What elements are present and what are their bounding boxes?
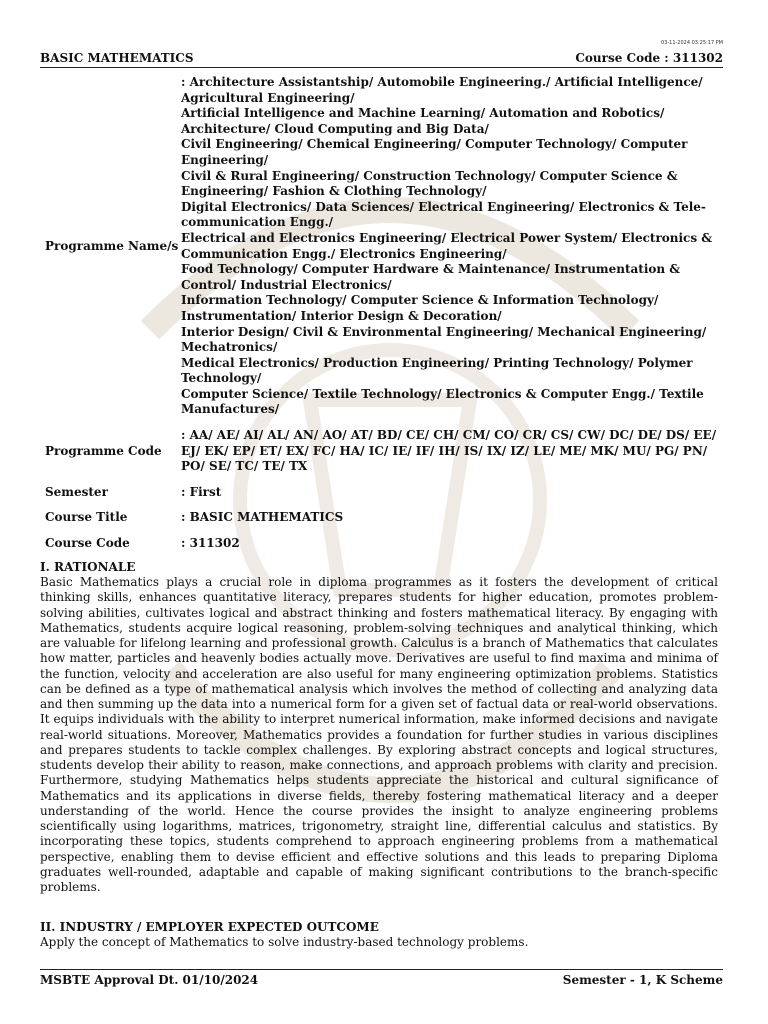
programme-name-line: Food Technology/ Computer Hardware & Maintenance/ Instrumentation & Control/ Industrial Electronics/ <box>181 262 681 292</box>
course-code-label: Course Code <box>45 536 130 551</box>
rationale-heading: I. RATIONALE <box>40 560 136 574</box>
programme-name-list <box>181 72 730 425</box>
programme-name-line: : Architecture Assistantship/ Automobile Engineering./ Artificial Intelligence/ Agricultural Engineering/ <box>181 75 703 105</box>
print-timestamp: 03-11-2024 03:25:17 PM <box>660 40 723 46</box>
industry-outcome-paragraph: Apply the concept of Mathematics to solve industry-based technology problems. <box>40 935 529 949</box>
course-code-value: : 311302 <box>181 536 240 551</box>
footer-scheme: Semester - 1, K Scheme <box>562 973 723 987</box>
course-info-table <box>40 72 730 559</box>
programme-name-line: Civil Engineering/ Chemical Engineering/ Computer Technology/ Computer Engineering/ <box>181 137 688 167</box>
course-code-row <box>40 533 730 559</box>
programme-name-line: Computer Science/ Textile Technology/ Electronics & Computer Engg./ Textile Manufactures/ <box>181 386 704 417</box>
page-header <box>40 50 723 68</box>
footer-approval-date: MSBTE Approval Dt. 01/10/2024 <box>40 973 259 987</box>
header-course-title: BASIC MATHEMATICS <box>40 51 194 65</box>
programme-code-label: Programme Code <box>45 443 162 458</box>
course-title-label: Course Title <box>45 510 128 525</box>
rationale-section <box>40 560 718 895</box>
programme-code-value: : AA/ AE/ AI/ AL/ AN/ AO/ AT/ BD/ CE/ CH/ CM/ CO/ CR/ CS/ CW/ DC/ DE/ DS/ EE/ EJ/ EK/ EP/ ET/ EX/ FC/ HA/ IC/ IE/ IF/ IH/ IS/ IX/ IZ/ LE/ ME/ MK/ MU/ PG/ PN/ PO/ SE/ TC/ TE/ TX <box>181 428 717 474</box>
programme-name-line: Medical Electronics/ Production Engineering/ Printing Technology/ Polymer Technology/ <box>181 355 693 386</box>
programme-name-line: Information Technology/ Computer Science & Information Technology/ Instrumentation/ Interior Design & Decoration/ <box>181 293 659 323</box>
programme-name-line: Electrical and Electronics Engineering/ Electrical Power System/ Electronics & Communication Engg./ Electronics Engineering/ <box>181 230 713 261</box>
programme-name-label: Programme Name/s <box>45 238 179 253</box>
course-title-value: : BASIC MATHEMATICS <box>181 510 344 525</box>
programme-name-line: Artificial Intelligence and Machine Learning/ Automation and Robotics/ Architecture/ Cloud Computing and Big Data/ <box>181 106 665 136</box>
rationale-paragraph: Basic Mathematics plays a crucial role in diploma programmes as it fosters the development of critical thinking skills, enhances quantitative literacy, prepares students for higher education, promotes problem-solving abilities, cultivates logical and abstract thinking and fosters mathematical literacy. By engaging with Mathematics, students acquire logical reasoning, problem-solving techniques and analytical thinking, which are valuable for lifelong learning and professional growth. Calculus is a branch of Mathematics that calculates how matter, particles and heavenly bodies actually move. Derivatives are useful to find maxima and minima of the function, velocity and acceleration are also useful for many engineering optimization problems. Statistics can be defined as a type of mathematical analysis which involves the method of collecting and analyzing data and then summing up the data into a numerical form for a given set of factual data or real-world observations. It equips individuals with the ability to interpret numerical information, make informed decisions and navigate real-world situations. Moreover, Mathematics provides a foundation for further studies in various disciplines and prepares students to tackle complex challenges. By exploring abstract concepts and logical structures, students develop their ability to reason, make connections, and approach problems with clarity and precision. Furthermore, studying Mathematics helps students appreciate the historical and cultural significance of Mathematics and its applications in diverse fields, thereby fostering mathematical literacy and a deeper understanding of the world. Hence the course provides the insight to analyze engineering problems scientifically using logarithms, matrices, trigonometry, straight line, differential calculus and statistics. By incorporating these topics, students comprehend to approach engineering problems from a mathematical perspective, enabling them to devise efficient and effective solutions and this leads to preparing Diploma graduates well-rounded, adaptable and capable of making significant contributions to the branch-specific problems. <box>40 575 718 894</box>
semester-label: Semester <box>45 484 108 499</box>
semester-value: : First <box>181 484 222 499</box>
course-title-row <box>40 507 730 533</box>
programme-code-row <box>40 425 730 482</box>
semester-row <box>40 482 730 508</box>
programme-name-line: Interior Design/ Civil & Environmental Engineering/ Mechanical Engineering/ Mechatronics/ <box>181 324 707 355</box>
industry-outcome-heading: II. INDUSTRY / EMPLOYER EXPECTED OUTCOME <box>40 920 379 934</box>
page-footer <box>40 969 723 988</box>
header-course-code: Course Code : 311302 <box>575 51 723 65</box>
programme-name-row <box>40 72 730 425</box>
industry-outcome-section <box>40 920 718 950</box>
programme-name-line: Civil & Rural Engineering/ Construction Technology/ Computer Science & Engineering/ Fashion & Clothing Technology/ <box>181 168 678 199</box>
programme-name-line: Digital Electronics/ Data Sciences/ Electrical Engineering/ Electronics & Tele-communication Engg./ <box>181 199 706 230</box>
